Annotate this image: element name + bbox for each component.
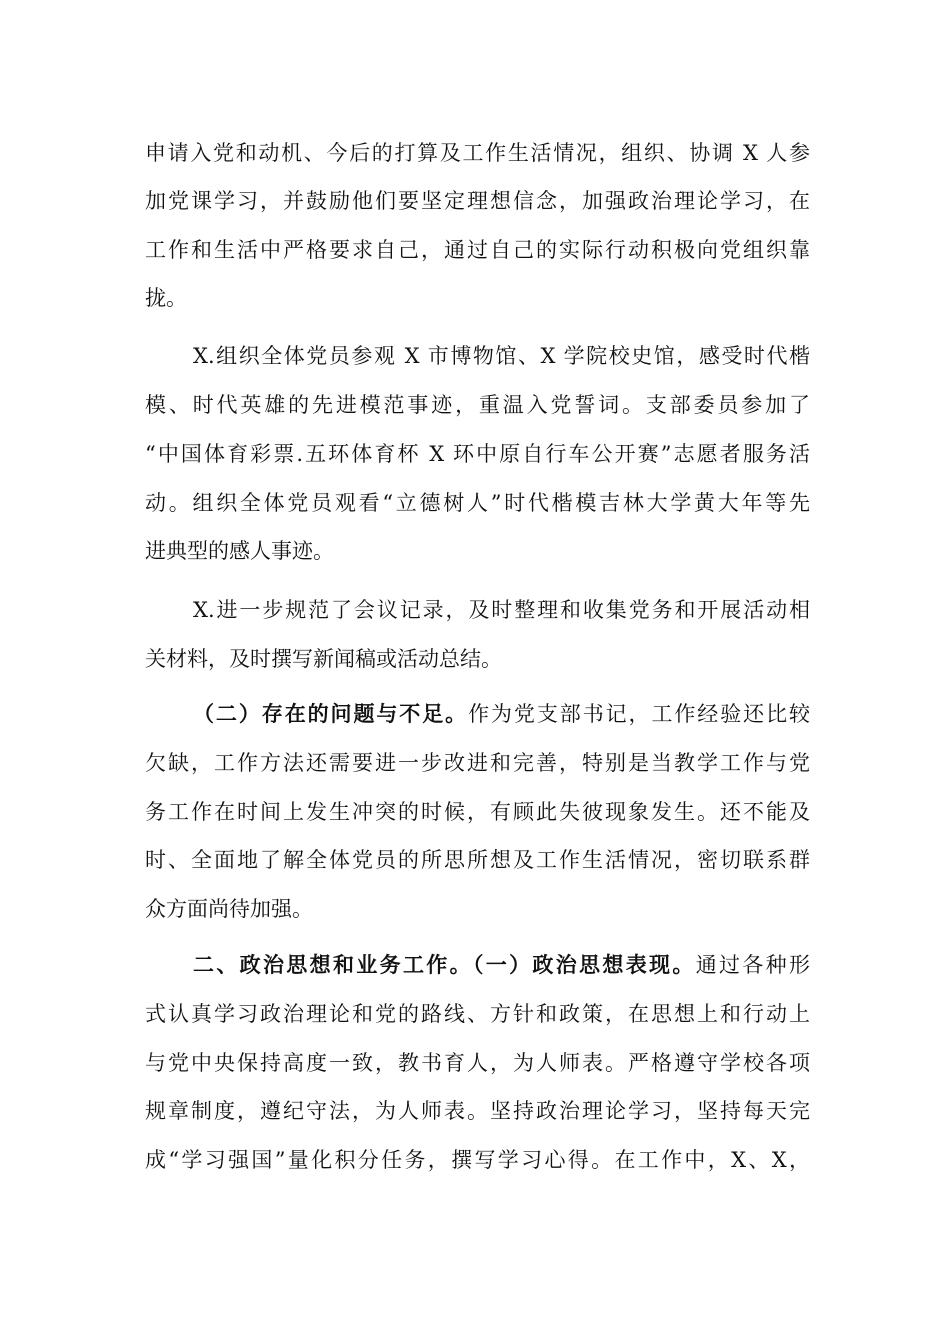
paragraph-line: 规章制度，遵纪守法，为人师表。坚持政治理论学习，坚持每天完 xyxy=(145,1099,810,1123)
paragraph-line: X.组织全体党员参观 X 市博物馆、X 学院校史馆，感受时代楷 xyxy=(193,344,810,368)
paragraph-first-line xyxy=(193,951,810,979)
paragraph-line: 众方面尚待加强。 xyxy=(145,897,313,921)
section-heading: （二）存在的问题与不足。 xyxy=(193,701,469,726)
paragraph-line: 拢。 xyxy=(145,286,187,310)
paragraph-line: 成“学习强国”量化积分任务，撰写学习心得。在工作中，X、X， xyxy=(145,1148,810,1172)
paragraph-line: 工作和生活中严格要求自己，通过自己的实际行动积极向党组织靠 xyxy=(145,238,810,262)
paragraph-line: 与党中央保持高度一致，教书育人，为人师表。严格遵守学校各项 xyxy=(145,1051,810,1075)
paragraph-line: 欠缺，工作方法还需要进一步改进和完善，特别是当教学工作与党 xyxy=(145,751,810,775)
paragraph-line: 申请入党和动机、今后的打算及工作生活情况，组织、协调 X 人参 xyxy=(145,141,810,165)
paragraph-line: 模、时代英雄的先进模范事迹，重温入党誓词。支部委员参加了 xyxy=(145,393,810,417)
paragraph-line: 加党课学习，并鼓励他们要坚定理想信念，加强政治理论学习，在 xyxy=(145,189,810,213)
paragraph-line: 进典型的感人事迹。 xyxy=(145,539,334,563)
paragraph-line: 动。组织全体党员观看“立德树人”时代楷模吉林大学黄大年等先 xyxy=(145,491,810,515)
paragraph-line: “中国体育彩票.五环体育杯 X 环中原自行车公开赛”志愿者服务活 xyxy=(145,442,810,466)
paragraph-line: 时、全面地了解全体党员的所思所想及工作生活情况，密切联系群 xyxy=(145,848,810,872)
section-heading: 二、政治思想和业务工作。（一）政治思想表现。 xyxy=(193,952,696,977)
paragraph-first-line xyxy=(193,700,810,728)
paragraph-line: 式认真学习政治理论和党的路线、方针和政策，在思想上和行动上 xyxy=(145,1002,810,1026)
paragraph-line: 关材料，及时撰写新闻稿或活动总结。 xyxy=(145,647,502,671)
paragraph-text: 通过各种形 xyxy=(695,953,811,977)
paragraph-line: X.进一步规范了会议记录，及时整理和收集党务和开展活动相 xyxy=(193,598,810,622)
paragraph-text: 作为党支部书记，工作经验还比较 xyxy=(468,702,810,726)
paragraph-line: 务工作在时间上发生冲突的时候，有顾此失彼现象发生。还不能及 xyxy=(145,800,810,824)
